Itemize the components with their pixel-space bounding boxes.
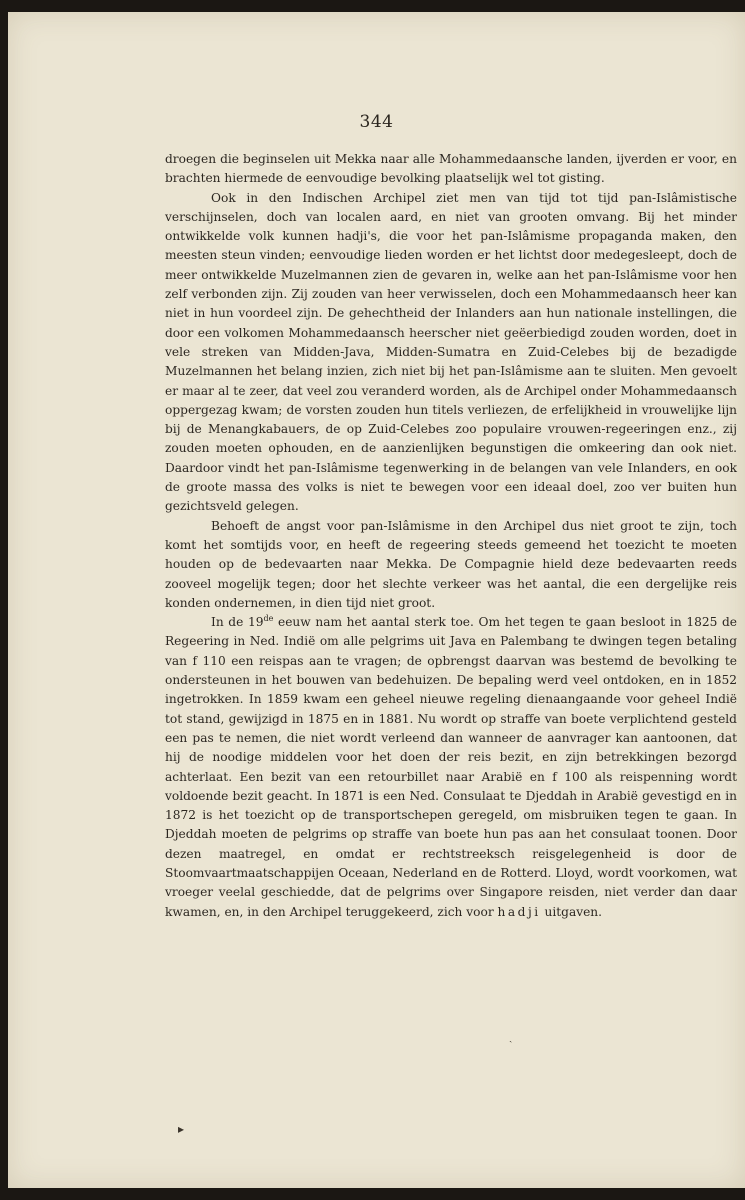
paragraph-1: droegen die beginselen uit Mekka naar alle Mohammedaansche landen, ijverden er voor, en brachten hiermede de eenvoudige bevolking plaatselijk wel tot gisting. bbox=[165, 152, 737, 186]
body-text bbox=[165, 150, 737, 922]
page-number: 344 bbox=[359, 112, 394, 132]
paragraph-4 bbox=[165, 613, 737, 922]
paragraph-4-start: In de 19 bbox=[211, 615, 264, 630]
paragraph-2: Ook in den Indischen Archipel ziet men van tijd tot tijd pan-Islâmistische verschijnselen, doch van localen aard, en niet van grooten omvang. Bij het minder ontwikkelde volk kunnen hadji's, die voor het pan-Islâmisme propaganda maken, den meesten steun vinden; eenvoudige lieden worden er het lichtst door medegesleept, doch de meer ontwikkelde Muzelmannen zien de gevaren in, welke aan het pan-Islâmisme voor hen zelf verbonden zijn. Zij zouden van heer verwisselen, doch een Mohammedaansch heer kan niet in hun voordeel zijn. De gehechtheid der Inlanders aan hun nationale instellingen, die door een volkomen Mohammedaansch heerscher niet geëerbiedigd zouden worden, doet in vele streken van Midden-Java, Midden-Sumatra en Zuid-Celebes bij de bezadigde Muzelmannen het belang inzien, zich niet bij het pan-Islâmisme aan te sluiten. Men gevoelt er maar al te zeer, dat veel zou veranderd worden, als de Archipel onder Mohammedaansch oppergezag kwam; de vorsten zouden hun titels verliezen, de erfelijkheid in vrouwelijke lijn bij de Menangkabauers, de op Zuid-Celebes zoo populaire vrouwen-regeeringen enz., zij zouden moeten ophouden, en de aanzienlijken begunstigen die omkeering dan ook niet. Daardoor vindt het pan-Islâmisme tegenwerking in de belangen van vele Inlanders, en ook de groote massa des volks is niet te bewegen voor een ideaal doel, zoo ver buiten hun gezichtsveld gelegen. bbox=[165, 190, 737, 514]
paragraph-4-end: uitgaven. bbox=[540, 904, 603, 919]
speck-mark: ˎ bbox=[509, 1032, 513, 1043]
ink-speck-mark: ▸ bbox=[178, 1122, 185, 1136]
ordinal-superscript: de bbox=[263, 614, 274, 624]
scanned-page bbox=[8, 12, 745, 1188]
paragraph-4-body: eeuw nam het aantal sterk toe. Om het tegen te gaan besloot in 1825 de Regeering in Ned. Indië om alle pelgrims uit Java en Palembang te dwingen tegen betaling van f 110 een reispas aan te vragen; de opbrengst daarvan was bestemd de bevolking te ondersteunen in het bouwen van bedehuizen. De bepaling werd veel ontdoken, en in 1852 ingetrokken. In 1859 kwam een geheel nieuwe regeling dienaangaande voor geheel Indië tot stand, gewijzigd in 1875 en in 1881. Nu wordt op straffe van boete verplichtend gesteld een pas te nemen, die niet wordt verleend dan wanneer de aanvrager kan aantoonen, dat hij de noodige middelen voor het doen der reis bezit, en zijn betrekkingen bezorgd achterlaat. Een bezit van een retourbillet naar Arabië en f 100 als reispenning wordt voldoende bezit geacht. In 1871 is een Ned. Consulaat te Djeddah in Arabië gevestigd en in 1872 is het toezicht op de transportschepen geregeld, om misbruiken tegen te gaan. In Djeddah moeten de pelgrims op straffe van boete hun pas aan het consulaat toonen. Door dezen maatregel, en omdat er rechtstreeksch reisgelegenheid is door de Stoomvaartmaatschappijen Oceaan, Nederland en de Rotterd. Lloyd, wordt voorkomen, wat vroeger veelal geschiedde, dat de pelgrims over Singapore reisden, niet verder dan daar kwamen, en, in den Archipel teruggekeerd, zich voor bbox=[165, 615, 737, 919]
paragraph-3: Behoeft de angst voor pan-Islâmisme in den Archipel dus niet groot te zijn, toch komt het somtijds voor, en heeft de regeering steeds gemeend het toezicht te moeten houden op de bedevaarten naar Mekka. De Compagnie hield deze bedevaarten reeds zooveel mogelijk tegen; door het slechte verkeer was het aantal, die een dergelijke reis konden ondernemen, in dien tijd niet groot. bbox=[165, 518, 737, 610]
spaced-word-hadji: hadji bbox=[497, 904, 541, 919]
